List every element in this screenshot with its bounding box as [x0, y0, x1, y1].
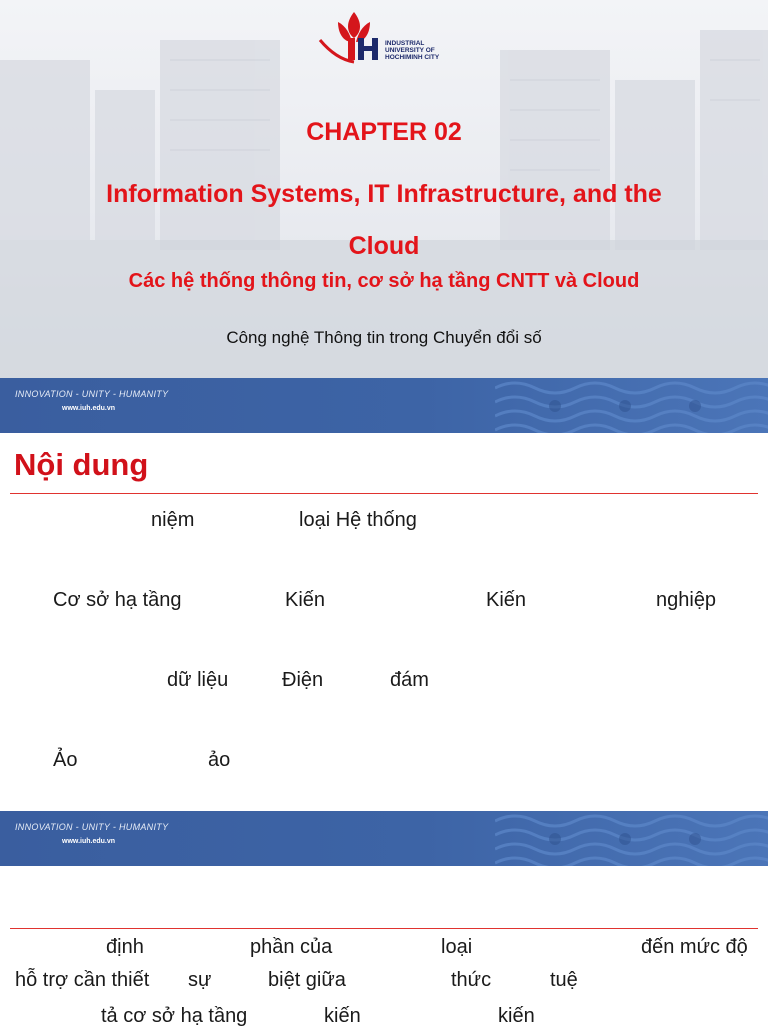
banner-pattern-graphic: [495, 811, 768, 866]
list-fragment: Ảo: [53, 749, 78, 771]
heading-divider: [10, 493, 758, 494]
text-fragment: hỗ trợ cần thiết: [15, 969, 150, 991]
text-fragment: biệt giữa: [268, 969, 346, 991]
logo-line: HOCHIMINH CITY: [385, 54, 440, 61]
footer-banner: [0, 378, 768, 433]
text-fragment: đến mức độ: [641, 936, 748, 958]
text-fragment: tả cơ sở hạ tầng: [101, 1005, 248, 1027]
course-name: Công nghệ Thông tin trong Chuyển đổi số: [226, 328, 542, 347]
text-fragment: kiến: [324, 1005, 361, 1027]
text-fragment: loại: [441, 936, 473, 958]
banner-pattern-graphic: [495, 378, 768, 433]
logo-line: INDUSTRIAL: [385, 40, 425, 47]
slide-title: [0, 168, 768, 272]
text-fragment: sự: [188, 969, 212, 991]
logo-wordmark: [385, 40, 465, 61]
website-url: www.iuh.edu.vn: [62, 405, 116, 412]
university-motto: INNOVATION - UNITY - HUMANITY: [15, 822, 169, 832]
vietnamese-subtitle: Các hệ thống thông tin, cơ sở hạ tầng CNTT và Cloud: [128, 270, 640, 292]
text-fragment: định: [106, 936, 144, 958]
chapter-label: CHAPTER 02: [306, 118, 462, 146]
text-fragment: thức: [451, 969, 492, 991]
list-fragment: Kiến: [486, 589, 527, 611]
website-url: www.iuh.edu.vn: [62, 838, 116, 845]
section-heading: Nội dung: [14, 447, 149, 482]
text-fragment: tuệ: [550, 969, 578, 991]
list-fragment: Kiến: [285, 589, 326, 611]
heading-divider: [10, 928, 758, 929]
logo-line: UNIVERSITY OF: [385, 47, 435, 54]
list-fragment: Điện: [282, 669, 324, 691]
text-fragment: phần của: [250, 936, 333, 958]
title-line: Cloud: [348, 232, 420, 260]
list-fragment: loại Hệ thống: [299, 509, 417, 531]
list-fragment: đám: [390, 669, 429, 691]
title-slide: [0, 0, 768, 378]
list-fragment: Cơ sở hạ tầng: [53, 589, 182, 611]
list-fragment: ảo: [208, 749, 231, 771]
title-line: Information Systems, IT Infrastructure, and the: [106, 180, 662, 208]
text-fragment: kiến: [498, 1005, 535, 1027]
list-fragment: dữ liệu: [167, 669, 229, 691]
list-fragment: niệm: [151, 509, 195, 531]
footer-banner: [0, 811, 768, 866]
list-fragment: nghiệp: [656, 589, 717, 611]
university-motto: INNOVATION - UNITY - HUMANITY: [15, 389, 169, 399]
